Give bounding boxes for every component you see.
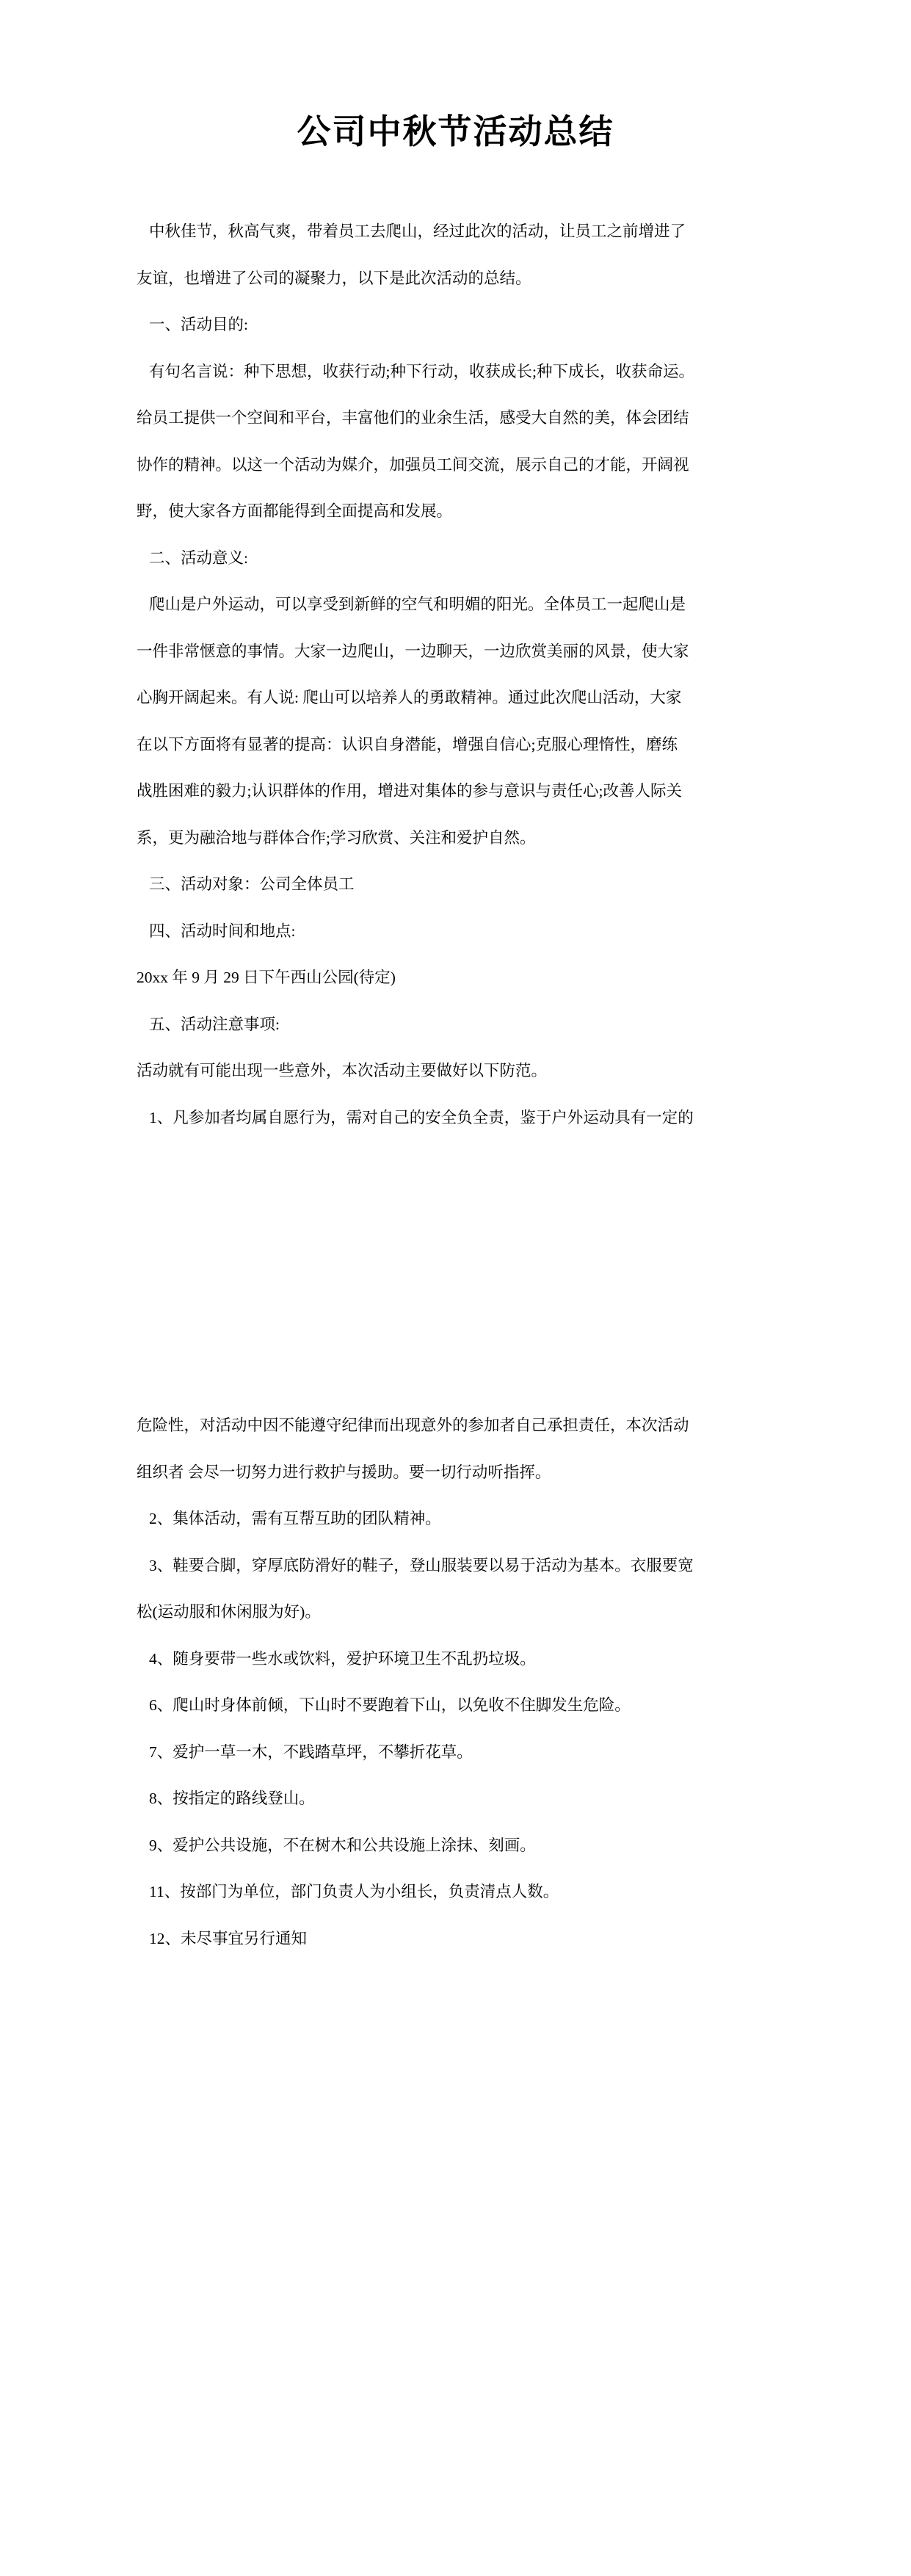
text-line: 友谊，也增进了公司的凝聚力，以下是此次活动的总结。 bbox=[137, 269, 531, 287]
text-line: 3、鞋要合脚，穿厚底防滑好的鞋子，登山服装要以易于活动为基本。衣服要宽 bbox=[149, 1556, 694, 1574]
text-line: 松(运动服和休闲服为好)。 bbox=[137, 1603, 321, 1621]
text-line: 三、活动对象：公司全体员工 bbox=[149, 875, 355, 893]
text-line: 9、爱护公共设施，不在树木和公共设施上涂抹、刻画。 bbox=[149, 1836, 536, 1854]
text-line: 一、活动目的: bbox=[149, 316, 248, 333]
page-1-body-text bbox=[137, 209, 885, 1141]
text-line: 8、按指定的路线登山。 bbox=[149, 1790, 315, 1807]
text-line: 活动就有可能出现一些意外，本次活动主要做好以下防范。 bbox=[137, 1062, 548, 1079]
text-line: 协作的精神。以这一个活动为媒介，加强员工间交流，展示自己的才能，开阔视 bbox=[137, 455, 689, 474]
text-line: 战胜困难的毅力;认识群体的作用，增进对集体的参与意识与责任心;改善人际关 bbox=[137, 782, 682, 800]
text-line: 危险性，对活动中因不能遵守纪律而出现意外的参加者自己承担责任，本次活动 bbox=[137, 1417, 689, 1434]
text-line: 有句名言说：种下思想，收获行动;种下行动，收获成长;种下成长，收获命运。 bbox=[149, 362, 694, 380]
text-line: 心胸开阔起来。有人说: 爬山可以培养人的勇敢精神。通过此次爬山活动，大家 bbox=[137, 689, 682, 706]
text-line: 6、爬山时身体前倾，下山时不要跑着下山，以免收不住脚发生危险。 bbox=[149, 1696, 631, 1714]
text-line: 野，使大家各方面都能得到全面提高和发展。 bbox=[137, 502, 453, 520]
text-line: 7、爱护一草一木，不践踏草坪，不攀折花草。 bbox=[149, 1743, 473, 1761]
text-line: 一件非常惬意的事情。大家一边爬山，一边聊天，一边欣赏美丽的风景，使大家 bbox=[137, 642, 689, 660]
text-line: 1、凡参加者均属自愿行为，需对自己的安全负全责，鉴于户外运动具有一定的 bbox=[149, 1108, 694, 1126]
text-line: 20xx 年 9 月 29 日下午西山公园(待定) bbox=[137, 969, 396, 986]
text-line: 在以下方面将有显著的提高：认识自身潜能，增强自信心;克服心理惰性，磨练 bbox=[137, 735, 678, 753]
page-2-body-text bbox=[137, 1403, 885, 1962]
text-line: 系，更为融洽地与群体合作;学习欣赏、关注和爱护自然。 bbox=[137, 828, 536, 847]
text-line: 二、活动意义: bbox=[149, 549, 248, 567]
text-line: 给员工提供一个空间和平台，丰富他们的业余生活，感受大自然的美，体会团结 bbox=[137, 409, 689, 427]
text-line: 2、集体活动，需有互帮互助的团队精神。 bbox=[149, 1510, 441, 1527]
document-title: 公司中秋节活动总结 bbox=[297, 113, 614, 151]
text-line: 五、活动注意事项: bbox=[149, 1015, 280, 1033]
text-line: 12、未尽事宜另行通知 bbox=[149, 1929, 308, 1947]
text-line: 四、活动时间和地点: bbox=[149, 922, 296, 940]
text-line: 11、按部门为单位，部门负责人为小组长，负责清点人数。 bbox=[149, 1883, 559, 1900]
text-line: 爬山是户外运动，可以享受到新鲜的空气和明媚的阳光。全体员工一起爬山是 bbox=[149, 596, 686, 613]
text-line: 组织者 会尽一切努力进行救护与援助。要一切行动听指挥。 bbox=[137, 1463, 551, 1481]
text-line: 中秋佳节，秋高气爽，带着员工去爬山，经过此次的活动，让员工之前增进了 bbox=[149, 222, 686, 240]
text-line: 4、随身要带一些水或饮料，爱护环境卫生不乱扔垃圾。 bbox=[149, 1649, 536, 1668]
